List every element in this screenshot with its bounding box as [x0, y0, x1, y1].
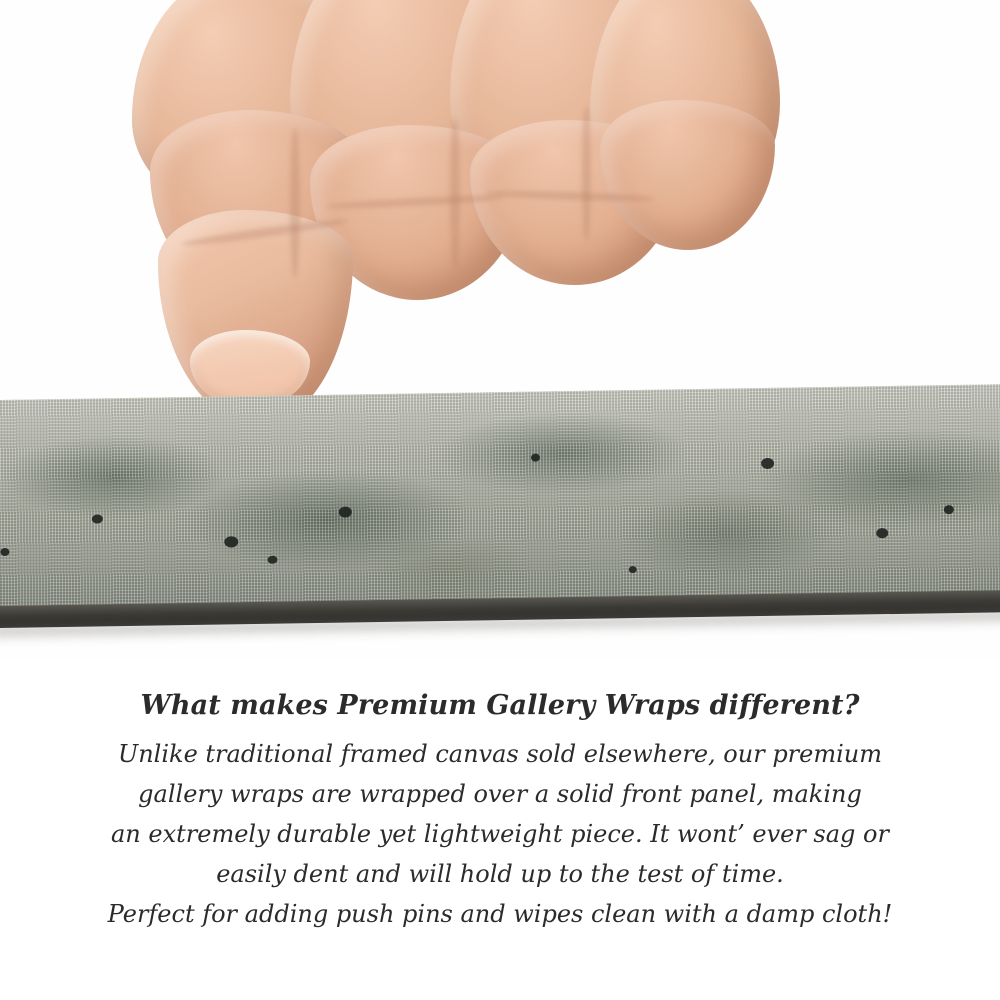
caption-line: Unlike traditional framed canvas sold elsewhere, our premium — [117, 740, 882, 768]
canvas-print-surface — [0, 384, 1000, 608]
finger-crease — [450, 118, 460, 268]
caption-title: What makes Premium Gallery Wraps different? — [140, 690, 860, 721]
hand-illustration — [120, 0, 760, 430]
canvas-speck — [531, 454, 540, 462]
caption-block — [0, 690, 1000, 934]
caption-line: Perfect for adding push pins and wipes clean with a damp cloth! — [107, 900, 893, 928]
canvas-weave-texture — [0, 384, 1000, 608]
caption-line: gallery wraps are wrapped over a solid front panel, making — [138, 780, 862, 808]
caption-line: an extremely durable yet lightweight piece. It wont’ ever sag or — [111, 820, 889, 848]
canvas-speck — [0, 548, 9, 556]
finger-crease — [582, 106, 591, 241]
finger-crease — [290, 128, 300, 278]
caption-line: easily dent and will hold up to the test of time. — [216, 860, 784, 888]
gallery-wrap-edge — [0, 384, 1000, 645]
